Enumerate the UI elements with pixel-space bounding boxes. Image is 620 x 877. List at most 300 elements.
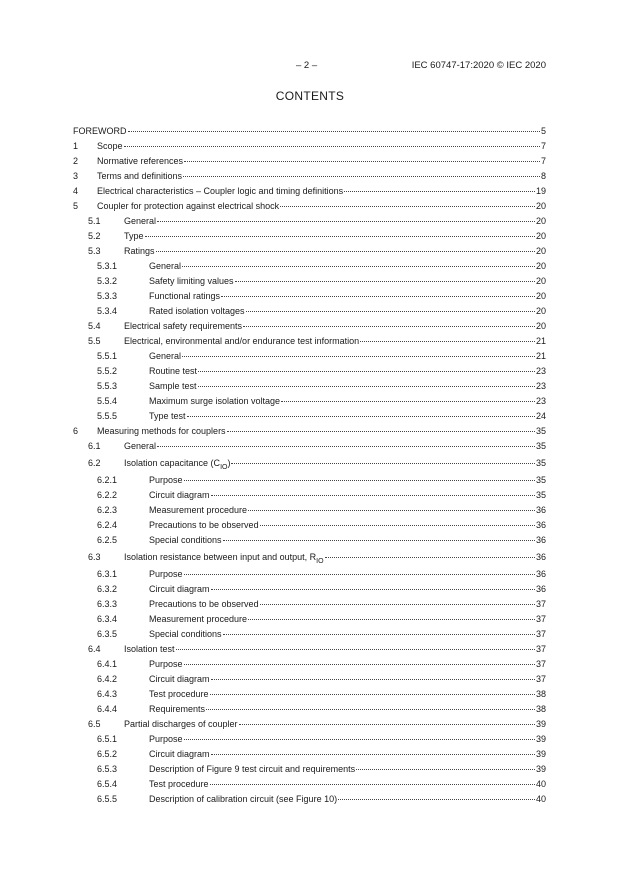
toc-entry-line (97, 424, 546, 439)
toc-entry-page: 37 (535, 629, 546, 639)
dot-leader (360, 341, 535, 342)
toc-entry[interactable] (73, 657, 546, 672)
toc-entry-page: 37 (535, 614, 546, 624)
toc-entry[interactable] (73, 567, 546, 582)
toc-entry-line (149, 259, 546, 274)
dot-leader (356, 769, 535, 770)
toc-entry-title-text: Rated isolation voltages (149, 306, 245, 316)
dot-leader (280, 206, 535, 207)
toc-entry-page: 37 (535, 644, 546, 654)
dot-leader (338, 799, 535, 800)
toc-entry-title (149, 488, 210, 503)
toc-entry[interactable] (73, 642, 546, 657)
toc-entry-page: 20 (535, 201, 546, 211)
toc-entry-page: 35 (535, 441, 546, 451)
toc-entry-title (149, 409, 186, 424)
dot-leader (184, 739, 535, 740)
toc-entry-page: 23 (535, 366, 546, 376)
document-reference: IEC 60747-17:2020 © IEC 2020 (411, 60, 546, 71)
toc-entry-number: 5.4 (88, 321, 101, 331)
dot-leader (221, 296, 535, 297)
toc-entry[interactable] (73, 349, 546, 364)
toc-entry-title-text: Isolation resistance between input and output, R (124, 552, 317, 562)
toc-entry-page: 23 (535, 396, 546, 406)
dot-leader (183, 176, 540, 177)
toc-entry-title-text: FOREWORD (73, 126, 127, 136)
toc-entry-line (149, 503, 546, 518)
toc-entry-page: 20 (535, 291, 546, 301)
dot-leader (211, 589, 535, 590)
toc-entry[interactable] (73, 518, 546, 533)
toc-entry-line (149, 274, 546, 289)
toc-entry-title-text: Circuit diagram (149, 584, 210, 594)
toc-entry-line (149, 488, 546, 503)
toc-entry-title (124, 319, 242, 334)
toc-entry-number: 2 (73, 156, 79, 166)
toc-entry-title-text: Purpose (149, 734, 183, 744)
toc-entry-title (149, 304, 245, 319)
dot-leader (156, 251, 535, 252)
toc-entry-line (97, 169, 546, 184)
toc-entry-title-text: Functional ratings (149, 291, 221, 301)
toc-entry-page: 21 (535, 336, 546, 346)
dot-leader (231, 463, 535, 464)
toc-entry-subscript: IO (220, 463, 228, 471)
toc-entry-number: 6.3.3 (97, 599, 118, 609)
toc-entry-title-text: Description of Figure 9 test circuit and requirements (149, 764, 356, 774)
toc-entry-title-text: Measuring methods for couplers (97, 426, 226, 436)
toc-entry-number: 6.3.2 (97, 584, 118, 594)
toc-entry-page: 35 (535, 458, 546, 468)
toc-entry-title-text: Special conditions (149, 535, 222, 545)
dot-leader (124, 146, 540, 147)
toc-entry-number: 6.1 (88, 441, 101, 451)
toc-entry-number: 6.3 (88, 552, 101, 562)
toc-entry-page: 40 (535, 794, 546, 804)
toc-entry-line (149, 777, 546, 792)
toc-entry-number: 6.5.5 (97, 794, 118, 804)
toc-entry-title (149, 777, 209, 792)
toc-entry-number: 6.5.1 (97, 734, 118, 744)
toc-entry[interactable] (73, 394, 546, 409)
toc-entry-line (124, 439, 546, 454)
contents-heading: CONTENTS (275, 89, 345, 103)
toc-entry-title-text: Purpose (149, 659, 183, 669)
toc-entry-line (124, 334, 546, 349)
toc-entry-title (149, 612, 247, 627)
toc-entry-page: 36 (535, 584, 546, 594)
toc-entry-page: 38 (535, 689, 546, 699)
toc-entry-title (149, 627, 222, 642)
toc-entry[interactable] (73, 792, 546, 807)
toc-entry-number: 6.2.3 (97, 505, 118, 515)
toc-entry[interactable] (73, 548, 546, 567)
toc-entry[interactable] (73, 672, 546, 687)
toc-entry-title-text: General (149, 261, 182, 271)
toc-entry[interactable] (73, 503, 546, 518)
toc-entry-number: 6.4.4 (97, 704, 118, 714)
toc-entry-page: 19 (535, 186, 546, 196)
toc-entry[interactable] (73, 244, 546, 259)
toc-entry-title (97, 199, 279, 214)
toc-entry-page: 40 (535, 779, 546, 789)
toc-entry-title (124, 214, 156, 229)
toc-entry-title (124, 244, 155, 259)
toc-entry-page: 23 (535, 381, 546, 391)
dot-leader (210, 694, 535, 695)
toc-entry-title-text: Test procedure (149, 689, 209, 699)
toc-entry-line (124, 642, 546, 657)
toc-entry[interactable] (73, 139, 546, 154)
toc-entry-title (149, 503, 247, 518)
toc-entry-page: 35 (535, 426, 546, 436)
toc-entry-title-text: Type (124, 231, 144, 241)
toc-entry-title-suffix: ) (227, 458, 231, 468)
toc-entry-subscript: IO (316, 557, 324, 565)
toc-entry-title (124, 229, 144, 244)
toc-entry-line (149, 582, 546, 597)
toc-entry-title (97, 184, 343, 199)
toc-entry-line (124, 214, 546, 229)
toc-entry-title (149, 567, 183, 582)
toc-entry-title-text: Electrical safety requirements (124, 321, 243, 331)
toc-entry-number: 6.2.1 (97, 475, 118, 485)
toc-entry-title (149, 747, 210, 762)
toc-entry[interactable] (73, 409, 546, 424)
dot-leader (243, 326, 535, 327)
toc-entry-page: 20 (535, 321, 546, 331)
toc-entry-page: 20 (535, 276, 546, 286)
dot-leader (128, 131, 540, 132)
dot-leader (145, 236, 535, 237)
toc-entry-line (149, 657, 546, 672)
toc-entry-title-text: Terms and definitions (97, 171, 183, 181)
toc-entry-title-text: Routine test (149, 366, 198, 376)
toc-entry[interactable] (73, 424, 546, 439)
toc-entry-page: 35 (535, 475, 546, 485)
page-header (0, 60, 620, 74)
toc-entry-title-text: Ratings (124, 246, 155, 256)
dot-leader (260, 604, 535, 605)
toc-entry-title (149, 762, 355, 777)
toc-entry-page: 36 (535, 535, 546, 545)
toc-entry[interactable] (73, 439, 546, 454)
toc-entry-line (149, 612, 546, 627)
toc-entry-page: 7 (540, 141, 546, 151)
toc-entry[interactable] (73, 289, 546, 304)
toc-entry-title-text: Isolation capacitance (C (124, 458, 221, 468)
toc-entry-number: 6.4 (88, 644, 101, 654)
toc-entry-number: 5.5.1 (97, 351, 118, 361)
toc-entry-line (73, 124, 546, 139)
toc-entry-title-text: Purpose (149, 569, 183, 579)
toc-entry-line (124, 717, 546, 732)
toc-entry-number: 5.3.2 (97, 276, 118, 286)
toc-entry-number: 5.5.4 (97, 396, 118, 406)
toc-entry-title (124, 717, 238, 732)
toc-entry-line (124, 319, 546, 334)
toc-entry[interactable] (73, 732, 546, 747)
toc-entry-title-text: General (124, 216, 157, 226)
toc-entry-page: 39 (535, 734, 546, 744)
toc-entry-page: 20 (535, 246, 546, 256)
toc-entry-title-text: Safety limiting values (149, 276, 234, 286)
toc-entry-line (149, 394, 546, 409)
toc-entry-title (149, 533, 222, 548)
toc-entry-page: 39 (535, 764, 546, 774)
toc-entry-title (149, 597, 259, 612)
dot-leader (182, 356, 535, 357)
toc-entry[interactable] (73, 454, 546, 473)
toc-entry-number: 6.4.2 (97, 674, 118, 684)
toc-entry-number: 5.5.3 (97, 381, 118, 391)
toc-entry[interactable] (73, 124, 546, 139)
toc-entry-title-text: Measurement procedure (149, 614, 248, 624)
toc-entry-line (149, 687, 546, 702)
toc-entry[interactable] (73, 229, 546, 244)
toc-entry-number: 5.5 (88, 336, 101, 346)
toc-entry-title-text: Circuit diagram (149, 674, 210, 684)
toc-entry-title (124, 334, 359, 349)
toc-entry[interactable] (73, 612, 546, 627)
toc-entry-title (97, 139, 123, 154)
toc-entry-title-text: Special conditions (149, 629, 222, 639)
dot-leader (176, 649, 535, 650)
toc-entry-title (149, 349, 181, 364)
toc-entry-title (149, 732, 183, 747)
dot-leader (210, 784, 535, 785)
dot-leader (184, 664, 535, 665)
toc-entry[interactable] (73, 488, 546, 503)
dot-leader (223, 634, 535, 635)
toc-entry-page: 7 (540, 156, 546, 166)
toc-entry-line (149, 747, 546, 762)
toc-entry-page: 38 (535, 704, 546, 714)
dot-leader (206, 709, 535, 710)
toc-entry[interactable] (73, 687, 546, 702)
dot-leader (157, 221, 535, 222)
toc-entry[interactable] (73, 169, 546, 184)
page-number: – 2 – (296, 60, 318, 71)
toc-entry-number: 5.2 (88, 231, 101, 241)
toc-entry-title-text: Maximum surge isolation voltage (149, 396, 281, 406)
toc-entry[interactable] (73, 319, 546, 334)
dot-leader (184, 161, 540, 162)
toc-entry-line (149, 409, 546, 424)
toc-entry-title-text: Purpose (149, 475, 183, 485)
toc-entry-line (149, 762, 546, 777)
toc-entry-title-text: Test procedure (149, 779, 209, 789)
toc-entry-number: 6.2.4 (97, 520, 118, 530)
toc-entry-line (149, 627, 546, 642)
toc-entry-line (149, 732, 546, 747)
toc-entry-title-text: Scope (97, 141, 123, 151)
toc-entry[interactable] (73, 582, 546, 597)
toc-entry-number: 6.2 (88, 458, 101, 468)
dot-leader (227, 431, 535, 432)
toc-entry-title-text: General (124, 441, 157, 451)
dot-leader (325, 557, 535, 558)
toc-entry[interactable] (73, 199, 546, 214)
toc-entry-title (149, 274, 234, 289)
toc-entry-page: 20 (535, 306, 546, 316)
toc-entry-page: 24 (535, 411, 546, 421)
dot-leader (260, 525, 535, 526)
toc-entry[interactable] (73, 274, 546, 289)
toc-entry-number: 5 (73, 201, 79, 211)
toc-entry[interactable] (73, 473, 546, 488)
toc-entry[interactable] (73, 334, 546, 349)
toc-entry-title-text: Precautions to be observed (149, 520, 259, 530)
toc-entry-title (149, 687, 209, 702)
toc-entry-number: 5.3.1 (97, 261, 118, 271)
toc-entry-title (149, 657, 183, 672)
table-of-contents (73, 124, 546, 807)
toc-entry[interactable] (73, 259, 546, 274)
toc-entry-page: 36 (535, 552, 546, 562)
toc-entry-title (149, 394, 280, 409)
toc-entry-title (149, 379, 197, 394)
toc-entry-line (149, 304, 546, 319)
dot-leader (211, 754, 535, 755)
toc-entry-line (149, 567, 546, 582)
toc-entry-title (97, 424, 226, 439)
toc-entry-title-text: Requirements (149, 704, 206, 714)
toc-entry-title-text: Electrical characteristics – Coupler logic and timing definitions (97, 186, 344, 196)
dot-leader (344, 191, 535, 192)
toc-entry-title-text: Isolation test (124, 644, 175, 654)
toc-entry[interactable] (73, 304, 546, 319)
toc-entry-number: 6.5.3 (97, 764, 118, 774)
toc-entry[interactable] (73, 184, 546, 199)
toc-entry-line (149, 597, 546, 612)
toc-entry-title-text: Circuit diagram (149, 490, 210, 500)
toc-entry-page: 36 (535, 569, 546, 579)
toc-entry-number: 1 (73, 141, 79, 151)
toc-entry-title (149, 792, 337, 807)
toc-entry-line (97, 139, 546, 154)
toc-entry-number: 6.2.2 (97, 490, 118, 500)
dot-leader (187, 416, 535, 417)
toc-entry-line (97, 184, 546, 199)
toc-entry-line (149, 518, 546, 533)
dot-leader (246, 311, 535, 312)
toc-entry-number: 5.5.5 (97, 411, 118, 421)
toc-entry-title-text: Type test (149, 411, 186, 421)
toc-entry-page: 39 (535, 719, 546, 729)
toc-entry-page: 20 (535, 216, 546, 226)
toc-entry-number: 5.3.3 (97, 291, 118, 301)
toc-entry-line (149, 533, 546, 548)
dot-leader (248, 619, 535, 620)
toc-entry-title-text: General (149, 351, 182, 361)
toc-entry[interactable] (73, 702, 546, 717)
toc-entry-title (149, 702, 205, 717)
toc-entry-line (149, 702, 546, 717)
toc-entry-page: 5 (540, 126, 546, 136)
toc-entry-title-text: Description of calibration circuit (see Figure 10) (149, 794, 338, 804)
toc-entry-number: 5.1 (88, 216, 101, 226)
toc-entry-page: 20 (535, 231, 546, 241)
toc-entry[interactable] (73, 214, 546, 229)
dot-leader (198, 386, 535, 387)
toc-entry[interactable] (73, 154, 546, 169)
toc-entry-title (149, 259, 181, 274)
dot-leader (184, 574, 535, 575)
toc-entry-title (149, 672, 210, 687)
toc-entry-page: 36 (535, 505, 546, 515)
toc-entry-title (149, 473, 183, 488)
toc-entry-title (97, 169, 182, 184)
toc-entry-title (97, 154, 183, 169)
toc-entry-line (97, 199, 546, 214)
toc-entry-title-text: Measurement procedure (149, 505, 248, 515)
toc-entry-line (149, 473, 546, 488)
toc-entry-number: 6.5.4 (97, 779, 118, 789)
dot-leader (157, 446, 535, 447)
toc-entry[interactable] (73, 777, 546, 792)
toc-entry-line (149, 349, 546, 364)
toc-entry-number: 5.3.4 (97, 306, 118, 316)
toc-entry-number: 5.3 (88, 246, 101, 256)
toc-entry[interactable] (73, 627, 546, 642)
toc-entry-title-text: Normative references (97, 156, 184, 166)
dot-leader (281, 401, 535, 402)
toc-entry-page: 21 (535, 351, 546, 361)
toc-entry-line (97, 154, 546, 169)
toc-entry-number: 5.5.2 (97, 366, 118, 376)
toc-entry[interactable] (73, 364, 546, 379)
toc-entry-title (149, 582, 210, 597)
toc-entry-title (149, 518, 259, 533)
toc-entry-title (149, 364, 197, 379)
toc-entry-page: 39 (535, 749, 546, 759)
toc-entry-page: 20 (535, 261, 546, 271)
toc-entry-number: 6.4.3 (97, 689, 118, 699)
toc-entry-page: 37 (535, 674, 546, 684)
toc-entry-line (149, 289, 546, 304)
toc-entry-number: 6.5 (88, 719, 101, 729)
toc-entry[interactable] (73, 717, 546, 732)
toc-entry-page: 36 (535, 520, 546, 530)
toc-entry-title-text: Electrical, environmental and/or endurance test information (124, 336, 360, 346)
toc-entry-title (149, 289, 220, 304)
toc-entry-line (149, 379, 546, 394)
toc-entry[interactable] (73, 533, 546, 548)
toc-entry-number: 6.5.2 (97, 749, 118, 759)
toc-entry[interactable] (73, 762, 546, 777)
toc-entry-title-text: Circuit diagram (149, 749, 210, 759)
toc-entry[interactable] (73, 597, 546, 612)
toc-entry-number: 6.2.5 (97, 535, 118, 545)
toc-entry-number: 6 (73, 426, 79, 436)
toc-entry-number: 3 (73, 171, 79, 181)
toc-entry-title-text: Partial discharges of coupler (124, 719, 238, 729)
toc-entry-title-text: Precautions to be observed (149, 599, 259, 609)
toc-entry-page: 37 (535, 659, 546, 669)
dot-leader (211, 679, 535, 680)
dot-leader (239, 724, 535, 725)
toc-entry[interactable] (73, 379, 546, 394)
dot-leader (198, 371, 535, 372)
toc-entry-title-text: Sample test (149, 381, 197, 391)
toc-entry-page: 37 (535, 599, 546, 609)
dot-leader (184, 480, 535, 481)
toc-entry-number: 6.4.1 (97, 659, 118, 669)
toc-entry[interactable] (73, 747, 546, 762)
toc-entry-line (149, 792, 546, 807)
toc-entry-number: 4 (73, 186, 79, 196)
